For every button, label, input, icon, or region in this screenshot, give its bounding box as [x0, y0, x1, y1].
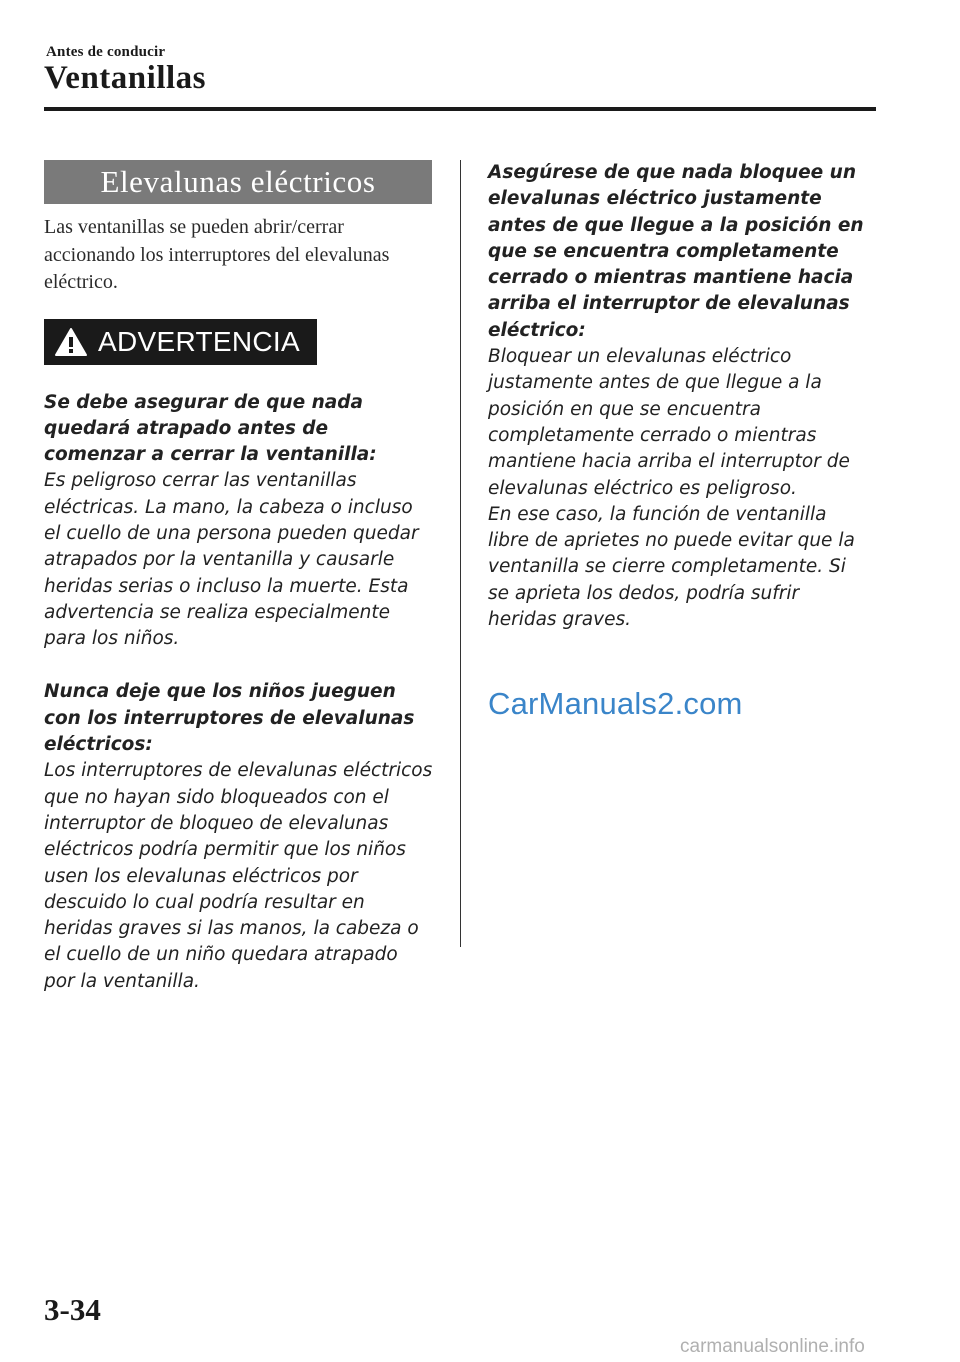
watermark: CarManuals2.com — [488, 686, 743, 721]
warning-heading: Se debe asegurar de que nada quedará atrapado antes de comenzar a cerrar la ventanilla: — [44, 391, 377, 466]
right-column — [488, 160, 868, 633]
topic-title: Elevalunas eléctricos — [100, 164, 376, 199]
warning-badge — [44, 319, 317, 365]
warning-triangle-icon — [54, 327, 88, 357]
topic-title-bar — [44, 160, 432, 204]
left-column — [44, 160, 434, 995]
column-divider — [460, 160, 461, 947]
warning-label: ADVERTENCIA — [98, 325, 300, 357]
section-label: Antes de conducir — [46, 44, 166, 60]
warning-block — [44, 679, 434, 995]
page-number: 3-34 — [44, 1292, 101, 1327]
warning-body: Los interruptores de elevalunas eléctricos que no hayan sido bloqueados con el interruptor de bloqueo de elevalunas eléctricos podría permitir que los niños usen los elevalunas eléctricos por descuido lo cual podría resultar en heridas graves si las manos, la cabeza o el cuello de un niño quedara atrapado por la ventanilla. — [44, 760, 433, 992]
warning-heading: Nunca deje que los niños jueguen con los interruptores de elevalunas eléctricos: — [44, 681, 415, 756]
warning-body: Bloquear un elevalunas eléctrico justamente antes de que llegue a la posición en que se encuentra completamente cerrado o mientras mantiene hacia arriba el interruptor de elevalunas eléctrico es peligroso. — [488, 346, 850, 499]
warning-body-continued: En ese caso, la función de ventanilla libre de aprietes no puede evitar que la ventanilla se cierre completamente. Si se aprieta los dedos, podría sufrir heridas graves. — [488, 503, 855, 631]
header-rule — [44, 107, 876, 111]
warning-body: Es peligroso cerrar las ventanillas eléctricas. La mano, la cabeza o incluso el cuello de una persona pueden quedar atrapados por la ventanilla y causarle heridas serias o incluso la muerte. Esta advertencia se realiza especialmente para los niños. — [44, 470, 419, 650]
warning-block — [44, 390, 434, 653]
chapter-title: Ventanillas — [44, 60, 206, 96]
topic-intro: Las ventanillas se pueden abrir/cerrar accionando los interruptores del elevalunas eléctrico. — [44, 216, 390, 293]
footer-site: carmanualsonline.info — [680, 1336, 865, 1357]
warning-heading: Asegúrese de que nada bloquee un elevalunas eléctrico justamente antes de que llegue a la posición en que se encuentra completamente cerrado o mientras mantiene hacia arriba el interruptor de elevalunas eléctrico: — [488, 162, 864, 341]
warning-block — [488, 160, 868, 633]
